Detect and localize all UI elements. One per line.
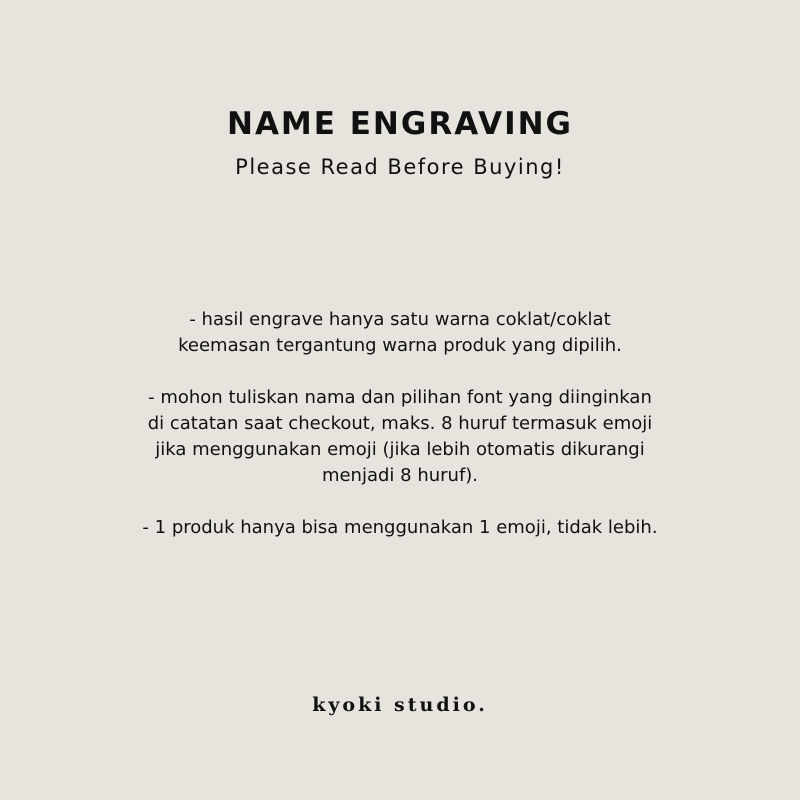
note-line: jika menggunakan emoji (jika lebih otomatis dikurangi xyxy=(155,439,645,460)
brand-name: kyoki studio. xyxy=(312,694,488,716)
note-line: - hasil engrave hanya satu warna coklat/coklat xyxy=(189,309,611,330)
note-line: - 1 produk hanya bisa menggunakan 1 emoji, tidak lebih. xyxy=(142,517,658,538)
engraving-notes xyxy=(100,307,700,567)
note-emoji-limit xyxy=(100,515,700,541)
page-subtitle: Please Read Before Buying! xyxy=(235,155,565,179)
note-line: di catatan saat checkout, maks. 8 huruf termasuk emoji xyxy=(147,413,653,434)
note-line: menjadi 8 huruf). xyxy=(321,465,479,486)
note-line: - mohon tuliskan nama dan pilihan font yang diinginkan xyxy=(148,387,652,408)
note-color xyxy=(100,307,700,359)
note-name-and-font xyxy=(100,385,700,489)
page-title: NAME ENGRAVING xyxy=(227,106,573,142)
note-line: keemasan tergantung warna produk yang dipilih. xyxy=(178,335,622,356)
